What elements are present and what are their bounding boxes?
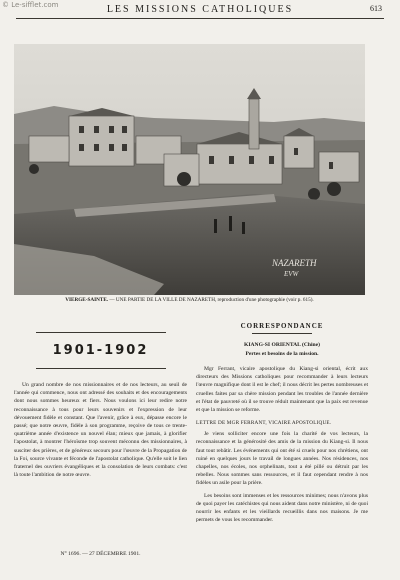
- issue-line: N° 1696. — 27 DÉCEMBRE 1901.: [60, 551, 141, 557]
- left-column: [14, 332, 187, 479]
- mission-subject: Pertes et besoins de la mission.: [245, 351, 319, 357]
- article-title: 1901-1902: [52, 343, 149, 358]
- title-rule-top: [36, 332, 166, 333]
- watermark: © Le-sifflet.com: [2, 1, 59, 9]
- mission-place: KIANG-SI ORIENTAL (Chine): [243, 342, 321, 348]
- new-year-paragraph: Un grand nombre de nos missionnaires et de nos lecteurs, au seuil de l'année qui commence, nous ont adressé des souhaits et des encouragements dont nous sommes heureux et fiers. Nous voulons ici leur redire notre reconnaissance à tous pour leurs souvenirs et l'expression de leur dévouement fidèle et constant. Que l'avenir, grâce à eux, dépasse encore le passé; que notre œuvre, fidèle à son programme, reçoive de tous ce trente-quatrième année d'existence un nouvel élan; mieux que jamais, à glorifier l'apostolat, à montrer l'héroïsme trop souvent méconnu des missionnaires, à susciter des prières, et de généreux secours pour l'œuvre de la Propagation de la Foi, source vivante et féconde de l'apostolat catholique. Qu'elle soit le lien fraternel des ouvriers évangéliques et la consolation de leurs combats: c'est là toute l'ambition de notre œuvre.: [14, 382, 187, 479]
- letter-paragraph-1: Je viens solliciter encore une fois la charité de vos lecteurs, la reconnaissance et la générosité des amis de la mission du Kiang-si. Il nous faut tout rebâtir. Les événements qui ont été si cruels pour nos chrétiens, ont ruiné en quelques jours le travail de longues années. Nos résidences, nos chapelles, nos écoles, nos orphelinats, tout a été pillé ou détruit par les rebelles. Nous sommes sans ressources, et il faut cependant rendre à nos fidèles un asile pour la prière.: [196, 431, 368, 487]
- photo-signature-line1: NAZARETH: [272, 258, 317, 268]
- caption-text: — UNE PARTIE DE LA VILLE DE NAZARETH, reproduction d'une photographie (voir p. 615).: [109, 297, 314, 303]
- nazareth-photograph: [14, 44, 365, 295]
- caption-place: VIERGE-SAINTE.: [65, 297, 109, 303]
- letter-paragraph-2: Les besoins sont immenses et les ressources minimes; nous n'avons plus de quoi payer les catéchistes qui nous aident dans notre ministère, ni de quoi nourrir les enfants et les vieillards recueillis dans nos maisons. Je me permets de vous les recommander.: [196, 492, 368, 524]
- title-rule-bottom: [36, 368, 166, 369]
- photo-signature-line2: EVW: [284, 270, 299, 278]
- page-number: 613: [370, 4, 382, 13]
- section-heading: CORRESPONDANCE: [240, 322, 324, 330]
- correspondence-intro: Mgr Ferrant, vicaire apostolique du Kiang-si oriental, écrit aux directeurs des Missions catholiques pour recommander à leurs lecteurs l'œuvre magnifique dont il est le chef; il nous décrit les pertes nombreuses et cruelles faites par sa chère mission pendant les troubles de l'année dernière et l'état de pauvreté où il se trouve réduit maintenant que la paix est revenue et que la mission se reforme.: [196, 366, 368, 414]
- photo-illustration: [14, 44, 365, 295]
- running-title: LES MISSIONS CATHOLIQUES: [106, 4, 294, 15]
- section-rule: [252, 333, 312, 334]
- letter-title: LETTRE DE MGR FERRANT, VICAIRE APOSTOLIQUE.: [196, 420, 332, 427]
- running-head: [16, 4, 384, 19]
- photo-caption: [14, 297, 365, 303]
- right-column: [196, 320, 368, 524]
